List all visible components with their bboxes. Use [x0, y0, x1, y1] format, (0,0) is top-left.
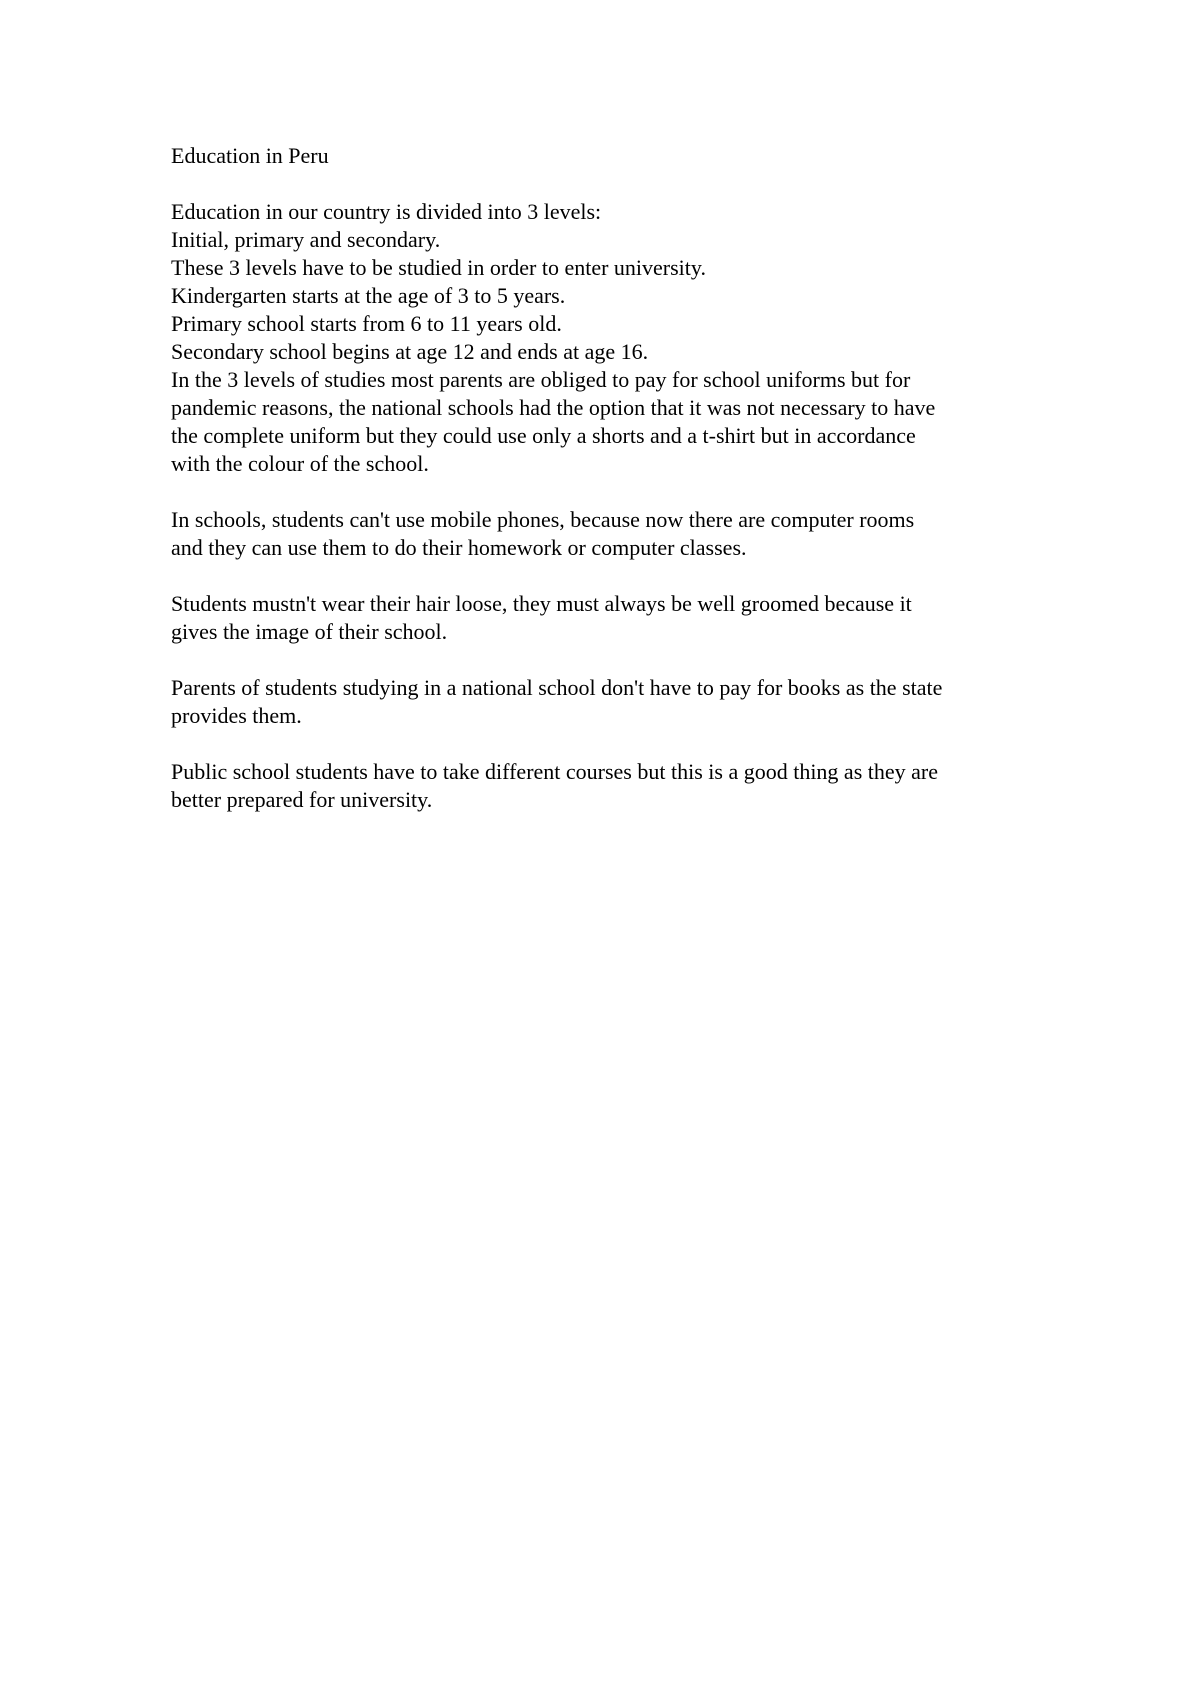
text-line: Education in our country is divided into 3 levels: [171, 199, 602, 224]
text-line: provides them. [171, 703, 302, 728]
text-line: with the colour of the school. [171, 451, 429, 476]
paragraph-mobile-phones [171, 506, 1041, 562]
text-line: better prepared for university. [171, 787, 433, 812]
text-line: Public school students have to take different courses but this is a good thing as they are [171, 759, 938, 784]
text-line: These 3 levels have to be studied in order to enter university. [171, 255, 706, 280]
document-title: Education in Peru [171, 143, 329, 168]
text-line: Secondary school begins at age 12 and ends at age 16. [171, 339, 649, 364]
text-line: In the 3 levels of studies most parents are obliged to pay for school uniforms but for [171, 367, 911, 392]
text-line: gives the image of their school. [171, 619, 448, 644]
paragraph-levels [171, 198, 1041, 478]
text-line: the complete uniform but they could use only a shorts and a t-shirt but in accordance [171, 423, 916, 448]
text-line: Primary school starts from 6 to 11 years old. [171, 311, 562, 336]
document-body [171, 142, 1041, 842]
paragraph-courses [171, 758, 1041, 814]
text-line: Parents of students studying in a national school don't have to pay for books as the state [171, 675, 943, 700]
paragraph-books [171, 674, 1041, 730]
text-line: In schools, students can't use mobile phones, because now there are computer rooms [171, 507, 915, 532]
text-line: Initial, primary and secondary. [171, 227, 441, 252]
text-line: Students mustn't wear their hair loose, they must always be well groomed because it [171, 591, 912, 616]
paragraph-grooming [171, 590, 1041, 646]
text-line: pandemic reasons, the national schools had the option that it was not necessary to have [171, 395, 936, 420]
text-line: Kindergarten starts at the age of 3 to 5 years. [171, 283, 566, 308]
text-line: and they can use them to do their homework or computer classes. [171, 535, 747, 560]
